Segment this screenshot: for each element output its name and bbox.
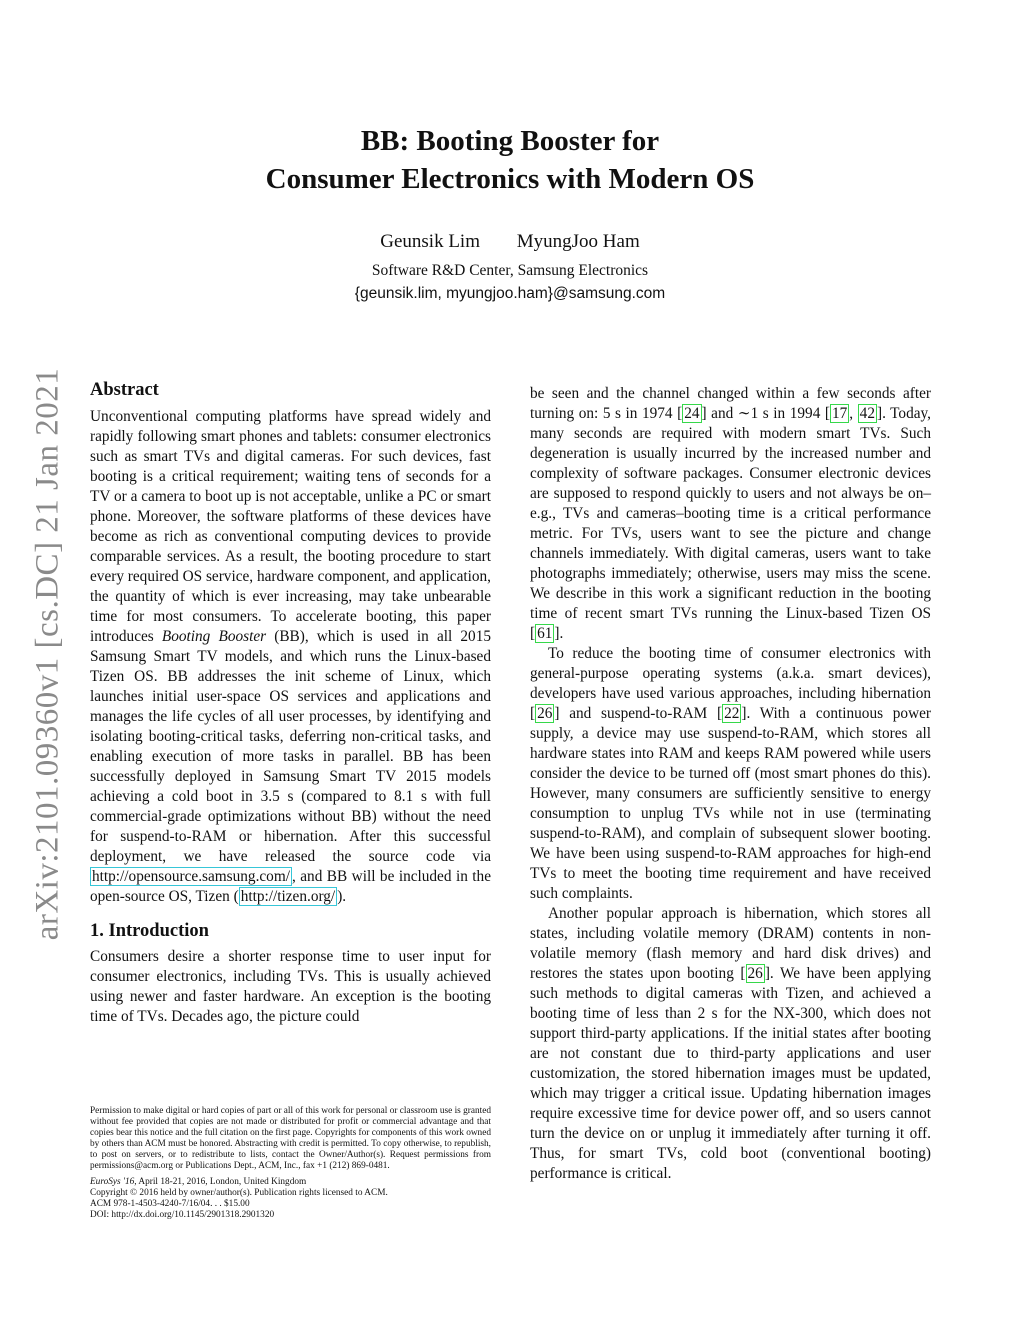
arxiv-stamp [18,364,78,944]
citation-link[interactable]: 17 [832,405,848,422]
copyright-line: Copyright © 2016 held by owner/author(s). Publication rights licensed to ACM. [90,1188,388,1198]
citation-link[interactable]: 24 [684,405,700,422]
permission-notice: Permission to make digital or hard copies of part or all of this work for personal or classroom use is granted without fee provided that copies are not made or distributed for profit or commercial advantage and that copies bear this notice and the full citation on the first page. Copyrights for components of this work owned by others than ACM must be honored. Abstracting with credit is permitted. To copy otherwise, to republish, to post on servers, or to redistribute to lists, contact the Owner/Author(s). Request permissions from permissions@acm.org or Publications Dept., ACM, Inc., fax +1 (212) 869-0481. [90,1106,491,1171]
left-column [90,380,491,1027]
opensource-link[interactable]: http://opensource.samsung.com/ [92,868,290,885]
affiliation: Software R&D Center, Samsung Electronics [371,262,649,279]
citation-link[interactable]: 22 [724,705,740,722]
copyright-footnote [90,1106,491,1221]
intro-text: Consumers desire a shorter response time to user input for consumer electronics, including TVs. This is usually achieved using newer and faster hardware. An exception is the booting time of TVs. Decades ago, the picture could [90,948,491,1025]
venue-line: EuroSys '16, April 18-21, 2016, London, United Kingdom [90,1177,307,1187]
right-column [530,384,931,1184]
citation-link[interactable]: 42 [859,405,875,422]
intro-heading: 1. Introduction [90,921,209,941]
paper-title-line-1: BB: Booting Booster for [360,125,660,157]
author-list [150,231,870,253]
arxiv-id-text: arXiv:2101.09360v1 [cs.DC] 21 Jan 2021 [29,367,66,941]
doi-line: DOI: http://dx.doi.org/10.1145/2901318.2901320 [90,1210,275,1220]
isbn-line: ACM 978-1-4503-4240-7/16/04. . . $15.00 [90,1199,250,1209]
right-paragraph-1: be seen and the channel changed within a few seconds after turning on: 5 s in 1974 [ 24 ] and ∼1 s in 1994 [ 17 , 42 ]. Today, many seconds are required with modern smart TVs. Such degeneration is usually incurred by the increased number and complexity of software packages. Consumer electronic devices are supposed to respond quickly to users and not always be on–e.g., TVs and cameras–booting time is a critical performance metric. For TVs, users want to see the picture and change channels immediately. With digital cameras, users want to take photographs immediately; otherwise, users may miss the scene. We describe in this work a significant reduction in the booting time of recent smart TVs running the Linux-based Tizen OS [ 61 ]. [530,385,931,642]
abstract-heading: Abstract [90,380,159,400]
tizen-link[interactable]: http://tizen.org/ [240,888,336,905]
citation-link[interactable]: 61 [537,625,553,642]
author-name: MyungJoo Ham [516,231,640,252]
citation-link[interactable]: 26 [537,705,553,722]
abstract-text: Unconventional computing platforms have spread widely and rapidly following smart phones and tablets: consumer electronics such as smart TVs and digital cameras. For such devices, fast booting is a critical requirement; waiting tens of seconds for a TV or a camera to boot up is not acceptable, unlike a PC or smart phone. Moreover, the software platforms of these devices have become as rich as conventional computing devices to provide comparable services. As a result, the booting procedure to start every required OS service, hardware component, and application, the quantity of which is ever increasing, may take unbearable time for most consumers. To accelerate booting, this paper introduces Booting Booster (BB), which is used in all 2015 Samsung Smart TV models, and which runs the Linux-based Tizen OS. BB addresses the init scheme of Linux, which launches initial user-space OS services and applications and manages the life cycles of all user processes, by identifying and isolating booting-critical tasks, deferring non-critical tasks, and enabling execution of more tasks in parallel. BB has been successfully deployed in Samsung Smart TV 2015 models achieving a cold boot in 3.5 s (compared to 8.1 s with full commercial-grade optimizations without BB) without the need for suspend-to-RAM or hibernation. After this successful deployment, we have released the source code via http://opensource.samsung.com/ , and BB will be included in the open-source OS, Tizen ( http://tizen.org/ ). [90,408,491,905]
right-paragraph-2: To reduce the booting time of consumer electronics with general-purpose operating systems (a.k.a. smart devices), developers have used various approaches, including hibernation [ 26 ] and suspend-to-RAM [ 22 ]. With a continuous power supply, a device may use suspend-to-RAM, which stores all hardware states into RAM and keeps RAM powered while users consider the device to be turned off (most smart phones do this). However, many consumers are sufficiently sensitive to energy consumption to unplug TVs while not in use (terminating suspend-to-RAM), and complain of subsequent slower booting. We have been using suspend-to-RAM approaches for high-end TVs to meet the booting time requirement and have received such complaints. [530,645,931,902]
abstract-emphasis: Booting Booster [161,628,267,645]
right-paragraph-3: Another popular approach is hibernation, which stores all states, including volatile memory (DRAM) contents in non-volatile memory (flash memory and hard disk drives) and restores the states upon booting [ 26 ]. We have been applying such methods to digital cameras with Tizen, and achieved a booting time of less than 2 s for the NX-300, which does not support third-party applications. If the initial states after booting are not constant due to third-party applications and user customization, the stored hibernation images must be updated, which may trigger a critical issue. Updating hibernation images require excessive time for device power off, and so users cannot turn the device on or unplug it immediately after turning it off. Thus, for smart TVs, cold boot (conventional booting) performance is critical. [530,905,932,1182]
author-name: Geunsik Lim [380,231,480,252]
author-email: {geunsik.lim, myungjoo.ham}@samsung.com [354,285,666,302]
citation-link[interactable]: 26 [747,965,763,982]
paper-title-line-2: Consumer Electronics with Modern OS [265,163,755,195]
